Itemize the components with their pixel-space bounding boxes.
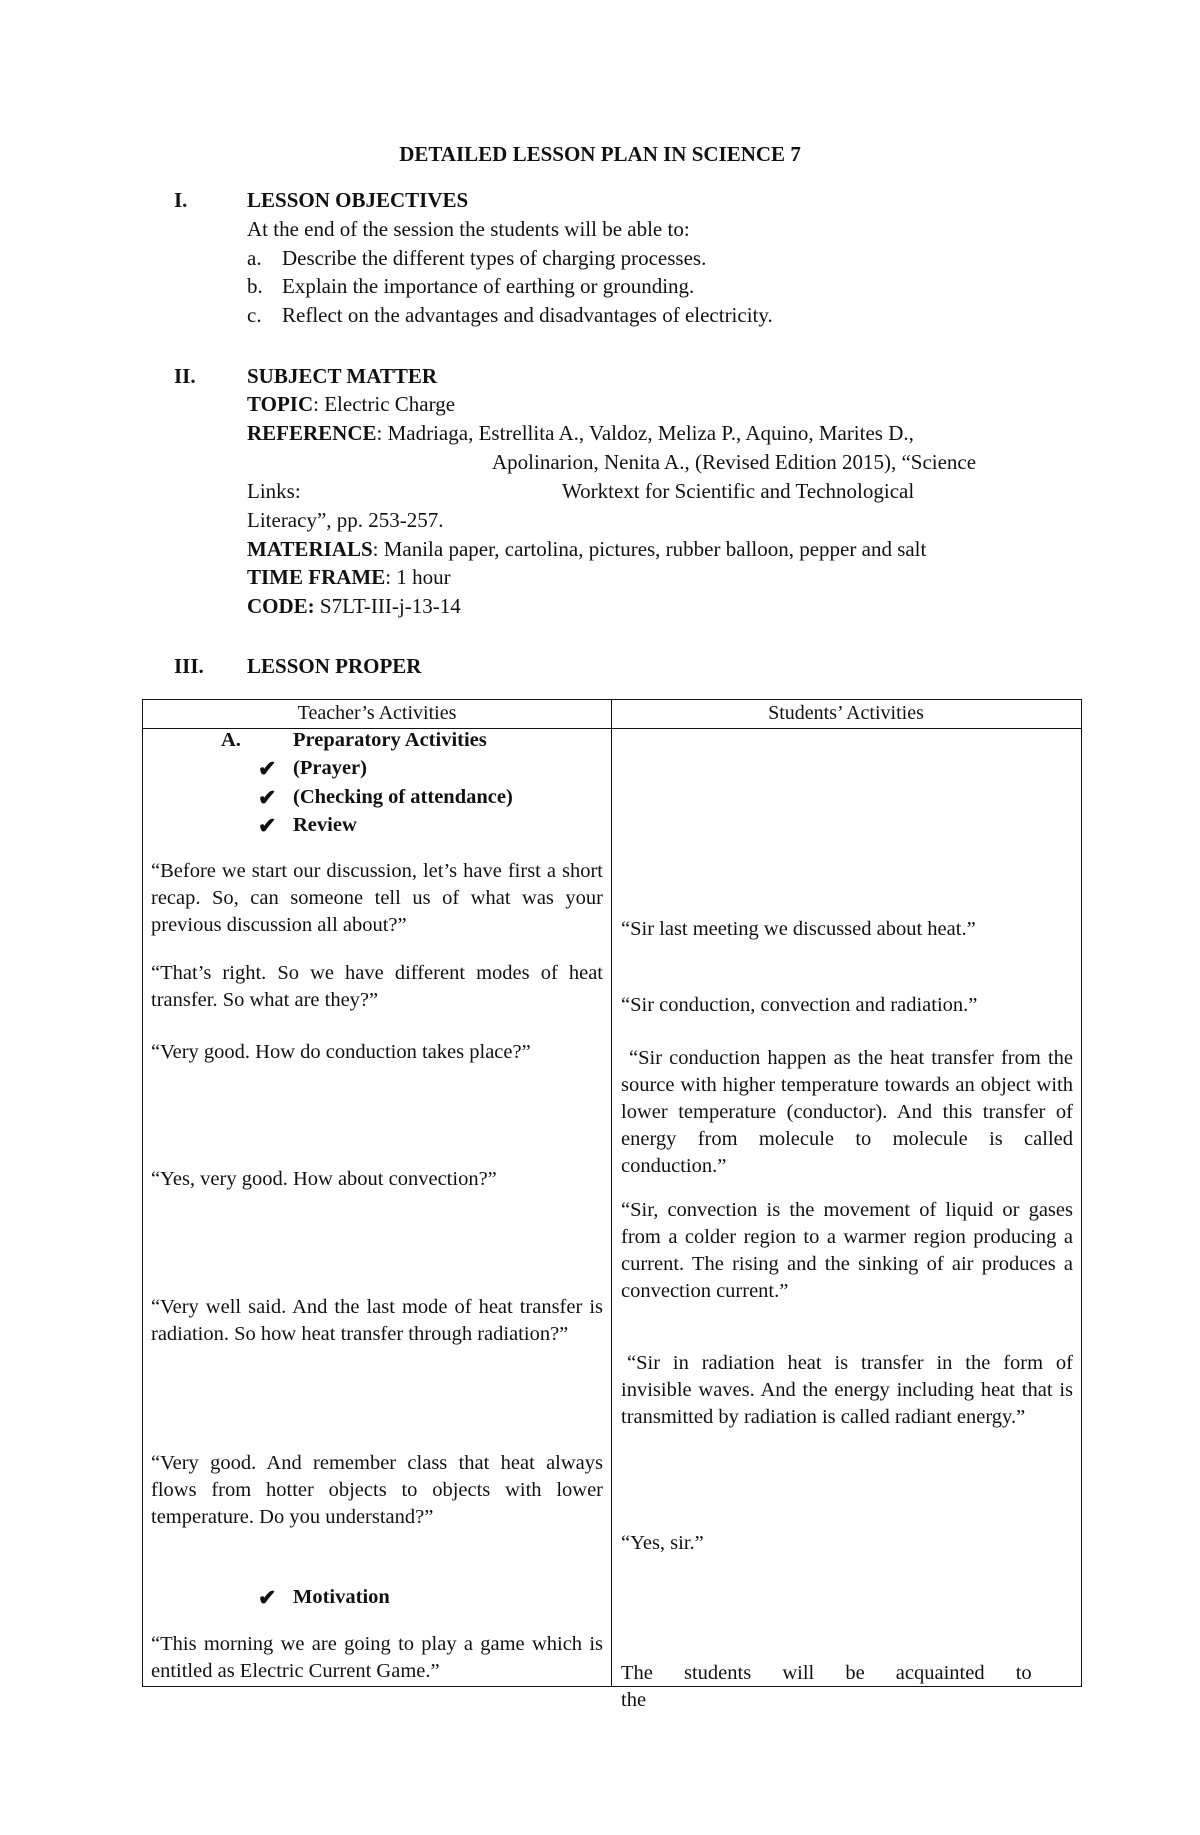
teacher-line: “This morning we are going to play a game which is entitled as Electric Current Game.” bbox=[151, 1633, 603, 1682]
teacher-line: “That’s right. So we have different modes of heat transfer. So what are they?” bbox=[151, 962, 603, 1011]
section-2-number: II. bbox=[174, 364, 196, 388]
objective-text: Describe the different types of charging processes. bbox=[282, 246, 707, 270]
column-divider bbox=[611, 700, 612, 1686]
teacher-line: “Very good. And remember class that heat always flows from hotter objects to objects with lower temperature. Do you understand?” bbox=[151, 1452, 603, 1528]
section-2-title: SUBJECT MATTER bbox=[247, 364, 438, 388]
topic-line bbox=[247, 390, 455, 418]
teacher-line: “Very good. How do conduction takes place?” bbox=[151, 1041, 531, 1063]
student-line: “Yes, sir.” bbox=[621, 1532, 704, 1554]
check-icon: ✔ bbox=[258, 1585, 277, 1610]
lesson-table bbox=[142, 699, 1082, 1711]
check-label-prayer: (Prayer) bbox=[293, 757, 367, 779]
code-label: CODE: bbox=[247, 594, 315, 618]
student-line: “Sir in radiation heat is transfer in the form of invisible waves. And the energy including heat that is transmitted by radiation is called radiant energy.” bbox=[621, 1352, 1073, 1428]
check-label-motivation: Motivation bbox=[293, 1586, 390, 1608]
teacher-line: “Very well said. And the last mode of heat transfer is radiation. So how heat transfer through radiation?” bbox=[151, 1296, 603, 1345]
check-icon: ✔ bbox=[258, 785, 277, 810]
reference-text-2: Apolinarion, Nenita A., (Revised Edition 2015), “Science bbox=[492, 450, 977, 474]
prep-letter: A. bbox=[221, 729, 241, 751]
objective-text: Reflect on the advantages and disadvantages of electricity. bbox=[282, 303, 773, 327]
student-line: “Sir last meeting we discussed about heat.” bbox=[621, 918, 976, 940]
section-3-title: LESSON PROPER bbox=[247, 654, 422, 678]
section-1-title: LESSON OBJECTIVES bbox=[247, 188, 469, 212]
check-label-attendance: (Checking of attendance) bbox=[293, 786, 513, 808]
prep-title: Preparatory Activities bbox=[293, 729, 487, 751]
student-line: “Sir conduction happen as the heat transfer from the source with higher temperature towards an object with lower temperature (conductor). And this transfer of energy from molecule to molecule is called conduction.” bbox=[621, 1047, 1073, 1177]
time-frame-value: : 1 hour bbox=[385, 565, 451, 589]
header-students: Students’ Activities bbox=[768, 702, 924, 724]
check-icon: ✔ bbox=[258, 813, 277, 838]
topic-value: : Electric Charge bbox=[313, 392, 456, 416]
objective-letter: b. bbox=[247, 274, 263, 298]
time-frame-label: TIME FRAME bbox=[247, 565, 386, 589]
code-line bbox=[247, 592, 461, 620]
reference-text-3a: Links: bbox=[247, 479, 301, 503]
materials-line bbox=[247, 535, 926, 563]
section-1-number: I. bbox=[174, 188, 188, 212]
objective-letter: c. bbox=[247, 303, 262, 327]
student-line: “Sir, convection is the movement of liquid or gases from a colder region to a warmer region producing a current. The rising and the sinking of air produces a convection current.” bbox=[621, 1199, 1073, 1302]
section-3-number: III. bbox=[174, 654, 204, 678]
check-icon: ✔ bbox=[258, 756, 277, 781]
student-line: The students will be acquainted to the bbox=[621, 1662, 1032, 1711]
materials-value: : Manila paper, cartolina, pictures, rubber balloon, pepper and salt bbox=[372, 537, 927, 561]
student-line: “Sir conduction, convection and radiation.” bbox=[621, 994, 978, 1016]
teacher-line: “Yes, very good. How about convection?” bbox=[151, 1168, 497, 1190]
topic-label: TOPIC bbox=[247, 392, 314, 416]
code-value: S7LT-III-j-13-14 bbox=[314, 594, 461, 618]
reference-text-1: : Madriaga, Estrellita A., Valdoz, Meliza P., Aquino, Marites D., bbox=[376, 421, 914, 445]
reference-line bbox=[247, 419, 914, 447]
objectives-intro: At the end of the session the students will be able to: bbox=[247, 217, 690, 241]
objective-text: Explain the importance of earthing or grounding. bbox=[282, 274, 695, 298]
reference-label: REFERENCE bbox=[247, 421, 377, 445]
reference-text-4: Literacy”, pp. 253-257. bbox=[247, 508, 444, 532]
reference-text-3b: Worktext for Scientific and Technological bbox=[562, 479, 915, 503]
page-title: DETAILED LESSON PLAN IN SCIENCE 7 bbox=[399, 142, 801, 166]
teacher-line: “Before we start our discussion, let’s have first a short recap. So, can someone tell us of what was your previous discussion all about?” bbox=[151, 860, 603, 936]
time-frame-line bbox=[247, 563, 451, 591]
check-label-review: Review bbox=[293, 814, 357, 836]
objective-letter: a. bbox=[247, 246, 262, 270]
materials-label: MATERIALS bbox=[247, 537, 373, 561]
header-divider bbox=[143, 728, 1081, 729]
header-teacher: Teacher’s Activities bbox=[297, 702, 457, 724]
